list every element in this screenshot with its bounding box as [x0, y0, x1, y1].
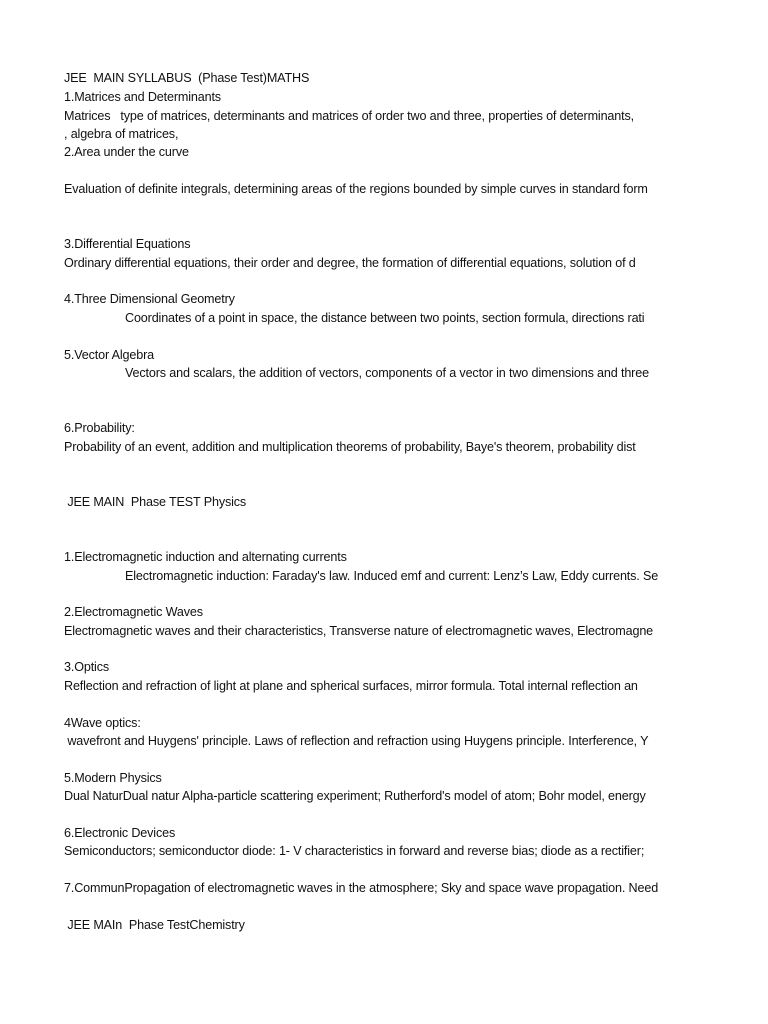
maths-section-title: JEE MAIN SYLLABUS (Phase Test)MATHS — [64, 71, 310, 85]
physics-topic-4-heading: 4Wave optics: — [64, 716, 141, 730]
physics-topic-4-body: wavefront and Huygens' principle. Laws of reflection and refraction using Huygens principle. Interference, Y — [64, 734, 649, 748]
physics-topic-5-heading: 5.Modern Physics — [64, 771, 162, 785]
physics-topic-7-line: 7.CommunPropagation of electromagnetic waves in the atmosphere; Sky and space wave propagation. Need — [64, 881, 659, 895]
physics-topic-1-heading: 1.Electromagnetic induction and alternating currents — [64, 550, 347, 564]
physics-topic-5-body: Dual NaturDual natur Alpha-particle scattering experiment; Rutherford's model of atom; Bohr model, energy — [64, 789, 646, 803]
physics-topic-3-body: Reflection and refraction of light at plane and spherical surfaces, mirror formula. Total internal reflection an — [64, 679, 638, 693]
maths-topic-4-body: Coordinates of a point in space, the distance between two points, section formula, directions rati — [125, 311, 645, 325]
maths-topic-5-heading: 5.Vector Algebra — [64, 348, 155, 362]
maths-topic-6-heading: 6.Probability: — [64, 421, 135, 435]
maths-topic-6-body: Probability of an event, addition and multiplication theorems of probability, Baye's theorem, probability dist — [64, 440, 636, 454]
physics-topic-1-body: Electromagnetic induction: Faraday's law. Induced emf and current: Lenz’s Law, Eddy currents. Se — [125, 569, 659, 583]
maths-topic-5-body: Vectors and scalars, the addition of vectors, components of a vector in two dimensions and three — [125, 366, 649, 380]
physics-topic-2-heading: 2.Electromagnetic Waves — [64, 605, 203, 619]
physics-topic-6-heading: 6.Electronic Devices — [64, 826, 176, 840]
maths-topic-2-body: Evaluation of definite integrals, determining areas of the regions bounded by simple curves in standard form — [64, 182, 648, 196]
maths-topic-1-heading: 1.Matrices and Determinants — [64, 90, 221, 104]
document-content — [64, 0, 668, 1024]
physics-topic-6-body: Semiconductors; semiconductor diode: 1- V characteristics in forward and reverse bias; diode as a rectifier; — [64, 844, 645, 858]
physics-section-title: JEE MAIN Phase TEST Physics — [64, 495, 247, 509]
maths-topic-3-heading: 3.Differential Equations — [64, 237, 191, 251]
physics-topic-2-body: Electromagnetic waves and their characteristics, Transverse nature of electromagnetic waves, Electromagne — [64, 624, 654, 638]
maths-topic-3-body: Ordinary differential equations, their order and degree, the formation of differential equations, solution of d — [64, 256, 636, 270]
maths-topic-1-body-continued: , algebra of matrices, — [64, 127, 179, 141]
maths-topic-1-body: Matrices type of matrices, determinants and matrices of order two and three, properties of determinants, — [64, 109, 634, 123]
maths-topic-4-heading: 4.Three Dimensional Geometry — [64, 292, 235, 306]
maths-topic-2-heading: 2.Area under the curve — [64, 145, 189, 159]
chemistry-section-title: JEE MAIn Phase TestChemistry — [64, 918, 245, 932]
physics-topic-3-heading: 3.Optics — [64, 660, 109, 674]
